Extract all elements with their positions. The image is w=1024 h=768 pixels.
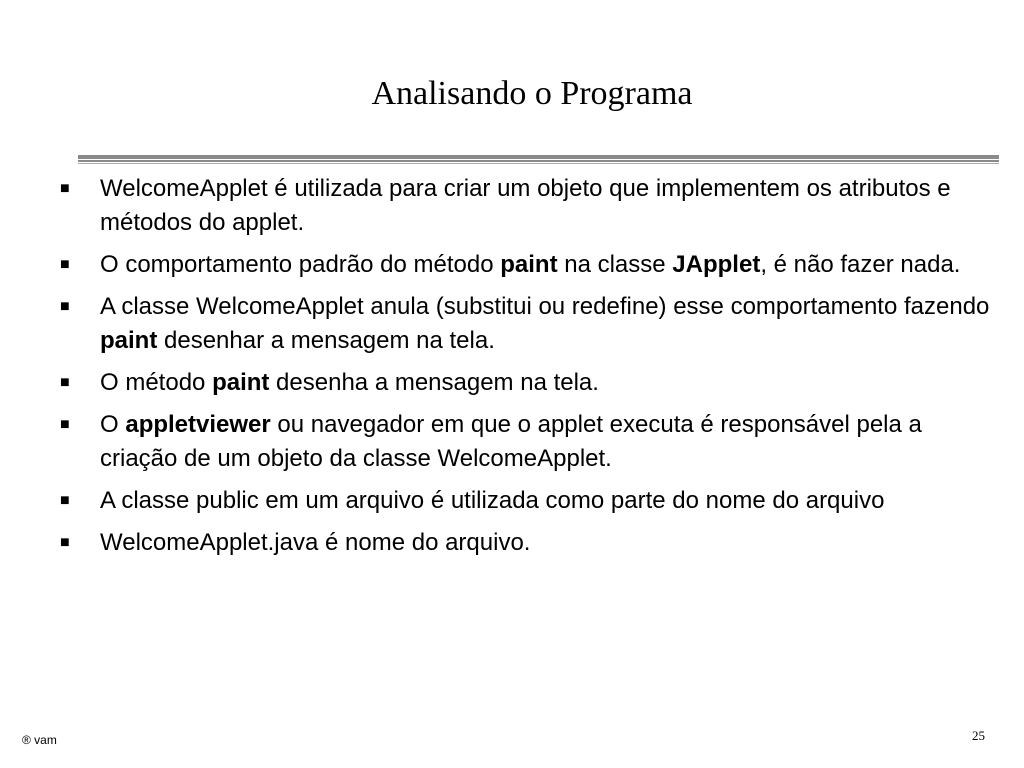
bullet-square-icon: ■ — [60, 256, 70, 273]
bullet-square-icon: ■ — [60, 534, 70, 551]
bullet-item — [60, 290, 1000, 358]
bullet-emphasis-text: JApplet — [672, 251, 761, 278]
bullet-text: na classe — [557, 251, 673, 278]
bullet-emphasis-text: paint — [100, 327, 158, 354]
bullet-square-icon: ■ — [60, 492, 70, 509]
bullet-text: O comportamento padrão do método — [100, 251, 501, 278]
bullet-text: desenha a mensagem na tela. — [269, 369, 599, 396]
bullet-emphasis-text: paint — [500, 251, 558, 278]
bullet-text: , é não fazer nada. — [760, 251, 961, 278]
bullet-list — [60, 172, 1000, 568]
bullet-square-icon: ■ — [60, 298, 70, 315]
page-number: 25 — [972, 728, 985, 743]
bullet-text: WelcomeApplet.java é nome do arquivo. — [100, 529, 531, 556]
bullet-square-icon: ■ — [60, 416, 70, 433]
bullet-emphasis-text: paint — [212, 369, 270, 396]
bullet-item — [60, 526, 1000, 560]
bullet-text: WelcomeApplet é utilizada para criar um objeto que implementem os atributos e métodos do applet. — [100, 175, 951, 236]
bullet-text: O método — [100, 369, 213, 396]
bullet-item — [60, 484, 1000, 518]
bullet-emphasis-text: appletviewer — [125, 411, 271, 438]
slide-title: Analisando o Programa — [371, 75, 693, 112]
bullet-item — [60, 408, 1000, 476]
title-divider — [78, 155, 999, 165]
bullet-text: O — [100, 411, 126, 438]
bullet-text: ou navegador em que o applet executa é responsável pela a criação de um objeto da classe WelcomeApplet. — [100, 411, 922, 472]
bullet-text: desenhar a mensagem na tela. — [157, 327, 495, 354]
bullet-text: A classe public em um arquivo é utilizada como parte do nome do arquivo — [100, 487, 885, 514]
bullet-text: A classe WelcomeApplet anula (substitui ou redefine) esse comportamento fazendo — [100, 293, 990, 320]
bullet-item — [60, 366, 1000, 400]
footer-copyright: ® vam — [22, 733, 57, 747]
bullet-square-icon: ■ — [60, 374, 70, 391]
bullet-square-icon: ■ — [60, 180, 70, 197]
bullet-item — [60, 172, 1000, 240]
bullet-item — [60, 248, 1000, 282]
